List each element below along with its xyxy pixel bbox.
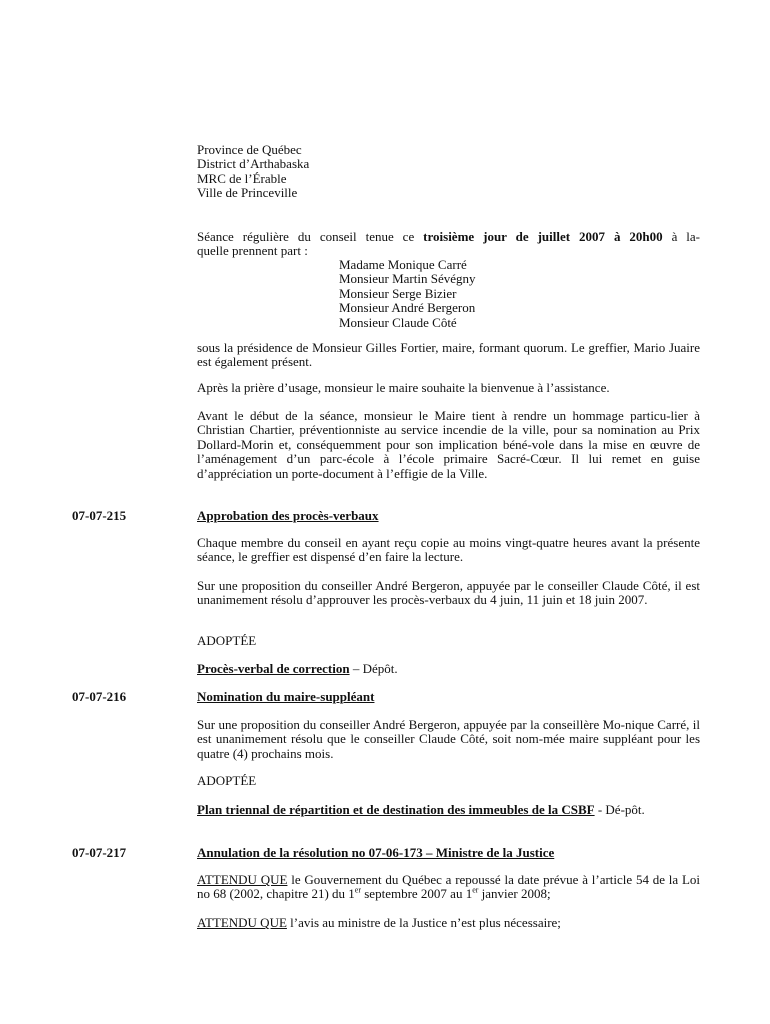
section-215-p2: Sur une proposition du conseiller André Bergeron, appuyée par le conseiller Claude Côté, il est unanimement résolu d’approuver les procès-verbaux du 4 juin, 11 juin et 18 juin 2007. <box>197 578 700 608</box>
ordinal-sup: er <box>472 886 479 896</box>
section-title-216: Nomination du maire-suppléant <box>197 689 375 704</box>
header-block <box>197 143 700 201</box>
adoptee-215: ADOPTÉE <box>197 633 257 648</box>
depot-suffix-215: – Dépôt. <box>349 661 398 676</box>
section-216-p1: Sur une proposition du conseiller André Bergeron, appuyée par la conseillère Mo-nique Carré, il est unanimement résolu que le conseiller Claude Côté, soit nom-mée maire suppléant pour les quatre (4) prochains mois. <box>197 717 700 761</box>
intro-text-before: Séance régulière du conseil tenue ce <box>197 229 424 244</box>
section-215-p1: Chaque membre du conseil en ayant reçu copie au moins vingt-quatre heures avant la présente séance, le greffier est dispensé d’en faire la lecture. <box>197 535 700 565</box>
attendu1-text-a: le Gouvernement du Québec a repoussé la date prévue à l’article 54 de la Loi no 68 (2002, chapitre 21) du 1 <box>197 872 700 902</box>
depot-title-216: Plan triennal de répartition et de destination des immeubles de la CSBF <box>197 802 595 817</box>
section-217-attendu2 <box>197 916 700 930</box>
resolution-number-216: 07-07-216 <box>72 689 127 704</box>
member-item: Monsieur Martin Sévégny <box>339 271 476 287</box>
member-item: Monsieur André Bergeron <box>339 300 476 316</box>
member-item: Monsieur Claude Côté <box>339 314 457 330</box>
depot-216 <box>197 803 700 817</box>
header-line-ville: Ville de Princeville <box>197 185 298 201</box>
attendu-label: ATTENDU QUE <box>197 915 287 930</box>
intro-text-after: à la- <box>662 229 700 244</box>
depot-suffix-216: - Dé-pôt. <box>594 802 645 817</box>
header-line-mrc: MRC de l’Érable <box>197 170 287 186</box>
ordinal-sup: er <box>354 886 361 896</box>
section-title-217: Annulation de la résolution no 07-06-173 – Ministre de la Justice <box>197 845 555 860</box>
presidence-paragraph: sous la présidence de Monsieur Gilles Fortier, maire, formant quorum. Le greffier, Mario Juaire est également présent. <box>197 340 700 370</box>
section-217-attendu1 <box>197 873 700 902</box>
hommage-paragraph: Avant le début de la séance, monsieur le Maire tient à rendre un hommage particu-lier à Christian Chartier, préventionniste au service incendie de la ville, pour sa nomination au Prix Dollard-Morin et, conséquemment pour son implication béné-vole dans la mise en œuvre de l’aménagement d’un parc-école à l’école primaire Sacré-Cœur. Il lui remet en guise d’appréciation un porte-document à l’effigie de la Ville. <box>197 408 700 481</box>
priere-paragraph: Après la prière d’usage, monsieur le maire souhaite la bienvenue à l’assistance. <box>197 380 610 395</box>
attendu1-text-c: janvier 2008; <box>478 886 551 902</box>
resolution-number-217: 07-07-217 <box>72 845 127 860</box>
intro-line2: quelle prennent part : <box>197 243 308 259</box>
attendu1-text-b: septembre 2007 au 1 <box>361 886 473 902</box>
member-item: Madame Monique Carré <box>339 257 467 272</box>
intro-date: troisième jour de juillet 2007 à 20h00 <box>423 229 663 244</box>
attendu2-text: l’avis au ministre de la Justice n’est plus nécessaire; <box>286 915 561 930</box>
depot-215 <box>197 662 700 676</box>
header-line-province: Province de Québec <box>197 142 302 157</box>
members-list <box>339 258 475 330</box>
section-title-215: Approbation des procès-verbaux <box>197 508 379 523</box>
adoptee-216: ADOPTÉE <box>197 773 257 788</box>
depot-title-215: Procès-verbal de correction <box>197 661 350 676</box>
resolution-number-215: 07-07-215 <box>72 508 127 523</box>
intro-paragraph <box>197 230 700 259</box>
attendu-label: ATTENDU QUE <box>197 872 288 887</box>
header-line-district: District d’Arthabaska <box>197 156 310 172</box>
member-item: Monsieur Serge Bizier <box>339 285 457 301</box>
